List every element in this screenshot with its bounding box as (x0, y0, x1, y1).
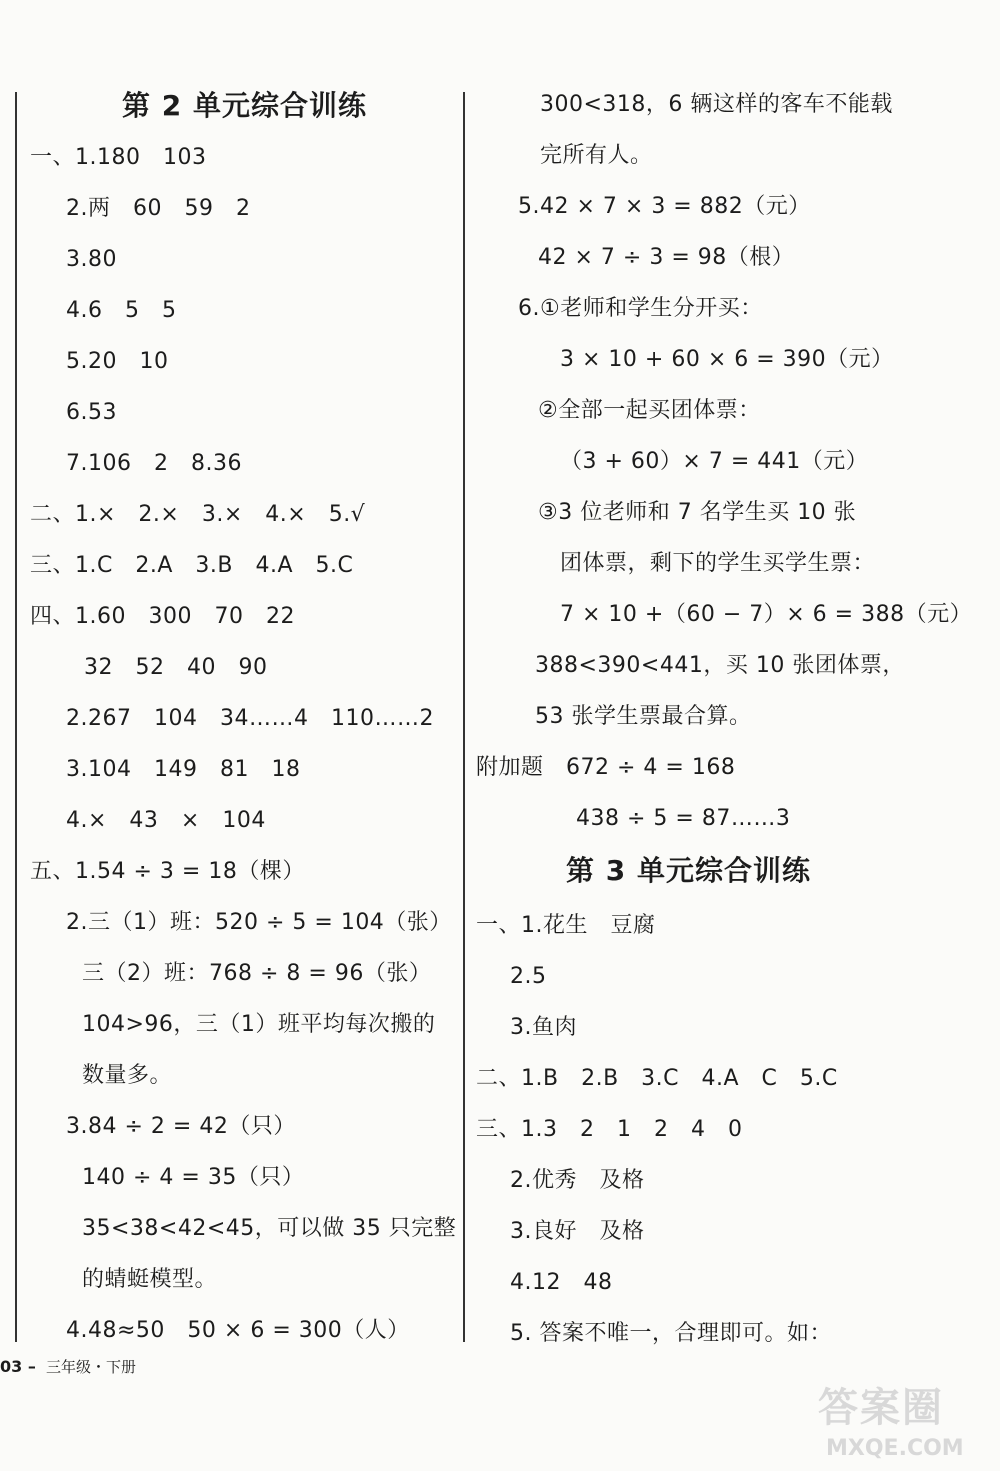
answer-line: 3.良好 及格 (510, 1219, 645, 1244)
answer-line: 42 × 7 ÷ 3 = 98（根） (538, 245, 795, 270)
answer-line: 2.优秀 及格 (510, 1168, 645, 1193)
answer-line: 完所有人。 (540, 143, 653, 168)
answer-line: 4.× 43 × 104 (66, 808, 266, 833)
answer-line: 3 × 10 + 60 × 6 = 390（元） (560, 347, 894, 372)
answer-line: 3.鱼肉 (510, 1015, 577, 1040)
watermark-site: MXQE.COM (826, 1436, 964, 1461)
answer-line: ②全部一起买团体票： (538, 398, 761, 423)
answer-line: 6.①老师和学生分开买： (518, 296, 763, 321)
answer-line: 数量多。 (82, 1063, 173, 1088)
watermark-logo: 答案圈 (818, 1385, 944, 1431)
answer-line: 五、1.54 ÷ 3 = 18（棵） (30, 859, 305, 884)
answer-line: 4.6 5 5 (66, 298, 177, 323)
answer-line: 三、1.3 2 1 2 4 0 (476, 1117, 743, 1142)
answer-line: 四、1.60 300 70 22 (30, 604, 295, 629)
unit-3-heading: 第 3 单元综合训练 (566, 854, 811, 887)
answer-line: 3.104 149 81 18 (66, 757, 301, 782)
answer-line: 438 ÷ 5 = 87……3 (576, 806, 791, 831)
answer-line: 140 ÷ 4 = 35（只） (82, 1165, 305, 1190)
answer-line: 附加题 672 ÷ 4 = 168 (476, 755, 736, 780)
answer-line: 7 × 10 +（60 − 7）× 6 = 388（元） (560, 602, 973, 627)
unit-2-heading: 第 2 单元综合训练 (122, 89, 367, 122)
answer-line: 2.267 104 34……4 110……2 (66, 706, 434, 731)
answer-line: 3.84 ÷ 2 = 42（只） (66, 1114, 296, 1139)
answer-line: 7.106 2 8.36 (66, 451, 242, 476)
answer-line: 4.12 48 (510, 1270, 613, 1295)
answer-line: 35<38<42<45，可以做 35 只完整 (82, 1216, 457, 1241)
answer-line: （3 + 60）× 7 = 441（元） (560, 449, 869, 474)
page-number: 03 – (0, 1357, 36, 1376)
answer-line: 300<318，6 辆这样的客车不能载 (540, 92, 893, 117)
answer-line: 104>96，三（1）班平均每次搬的 (82, 1012, 436, 1037)
answer-line: 53 张学生票最合算。 (535, 704, 752, 729)
answer-line: 2.两 60 59 2 (66, 196, 251, 221)
column-divider (463, 92, 465, 1342)
answer-line: 6.53 (66, 400, 117, 425)
answer-line: ③3 位老师和 7 名学生买 10 张 (538, 500, 857, 525)
answer-line: 32 52 40 90 (84, 655, 268, 680)
answer-line: 二、1.B 2.B 3.C 4.A C 5.C (476, 1066, 838, 1091)
answer-line: 2.三（1）班：520 ÷ 5 = 104（张） (66, 910, 452, 935)
grade-label: 三年级・下册 (46, 1358, 137, 1376)
answer-line: 一、1.花生 豆腐 (476, 913, 656, 938)
left-margin-rule (15, 92, 17, 1342)
answer-line: 三（2）班：768 ÷ 8 = 96（张） (82, 961, 432, 986)
answer-line: 5.20 10 (66, 349, 169, 374)
answer-line: 一、1.180 103 (30, 145, 207, 170)
answer-line: 3.80 (66, 247, 117, 272)
answer-line: 的蜻蜓模型。 (82, 1267, 218, 1292)
answer-line: 5. 答案不唯一，合理即可。如： (510, 1321, 832, 1346)
answer-line: 三、1.C 2.A 3.B 4.A 5.C (30, 553, 354, 578)
answer-line: 388<390<441，买 10 张团体票， (535, 653, 905, 678)
answer-line: 2.5 (510, 964, 547, 989)
answer-line: 4.48≈50 50 × 6 = 300（人） (66, 1318, 410, 1343)
answer-line: 团体票，剩下的学生买学生票： (560, 551, 876, 576)
answer-line: 5.42 × 7 × 3 = 882（元） (518, 194, 811, 219)
answer-line: 二、1.× 2.× 3.× 4.× 5.√ (30, 502, 366, 527)
